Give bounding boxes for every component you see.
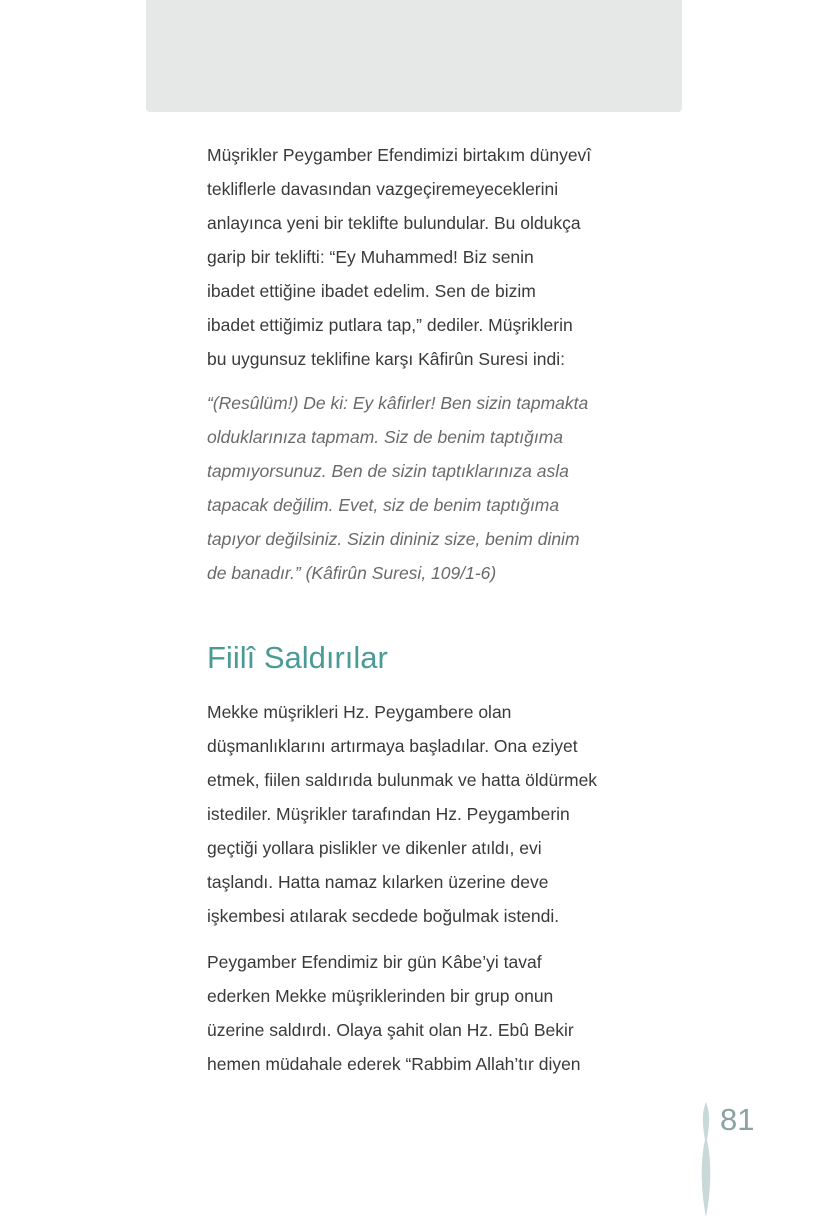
text-line: Mekke müşrikleri Hz. Peygambere olan: [207, 702, 512, 722]
text-line: tekliflerle davasından vazgeçiremeyeceklerini: [207, 179, 559, 199]
page-ornament-icon: [696, 1102, 716, 1217]
text-line: “(Resûlüm!) De ki: Ey kâfirler! Ben sizin tapmakta: [207, 393, 589, 413]
text-line: ibadet ettiğimiz putlara tap,” dediler. Müşriklerin: [207, 315, 573, 335]
text-line: ibadet ettiğine ibadet edelim. Sen de bizim: [207, 281, 536, 301]
text-line: tapmıyorsunuz. Ben de sizin taptıklarınıza asla: [207, 461, 569, 481]
text-line: üzerine saldırdı. Olaya şahit olan Hz. Ebû Bekir: [207, 1020, 574, 1040]
text-line: işkembesi atılarak secdede boğulmak istendi.: [207, 906, 560, 926]
section-heading: Fiilî Saldırılar: [207, 640, 388, 675]
text-line: tapacak değilim. Evet, siz de benim taptığıma: [207, 495, 560, 515]
text-line: ederken Mekke müşriklerinden bir grup onun: [207, 986, 554, 1006]
text-line: tapıyor değilsiniz. Sizin dininiz size, benim dinim: [207, 529, 580, 549]
text-line: etmek, fiilen saldırıda bulunmak ve hatta öldürmek: [207, 770, 598, 790]
text-line: Peygamber Efendimiz bir gün Kâbe’yi tavaf: [207, 952, 542, 972]
text-line: olduklarınıza tapmam. Siz de benim taptığıma: [207, 427, 564, 447]
text-line: düşmanlıklarını artırmaya başladılar. Ona eziyet: [207, 736, 578, 756]
text-line: taşlandı. Hatta namaz kılarken üzerine deve: [207, 872, 549, 892]
text-line: hemen müdahale ederek “Rabbim Allah’tır diyen: [207, 1054, 581, 1074]
paragraph-intro: [207, 138, 637, 376]
text-line: anlayınca yeni bir teklifte bulundular. Bu oldukça: [207, 213, 581, 233]
text-line: istediler. Müşrikler tarafından Hz. Peygamberin: [207, 804, 570, 824]
paragraph-attacks: [207, 695, 637, 933]
text-line: garip bir teklifti: “Ey Muhammed! Biz senin: [207, 247, 534, 267]
text-line: Müşrikler Peygamber Efendimizi birtakım dünyevî: [207, 145, 592, 165]
text-line: bu uygunsuz teklifine karşı Kâfirûn Suresi indi:: [207, 349, 565, 369]
page-number: 81: [720, 1102, 755, 1137]
image-placeholder: [146, 0, 682, 112]
text-line: geçtiği yollara pislikler ve dikenler atıldı, evi: [207, 838, 542, 858]
quote-block: [207, 386, 637, 590]
text-line: de banadır.” (Kâfirûn Suresi, 109/1-6): [207, 563, 497, 583]
paragraph-kaaba: [207, 945, 637, 1081]
